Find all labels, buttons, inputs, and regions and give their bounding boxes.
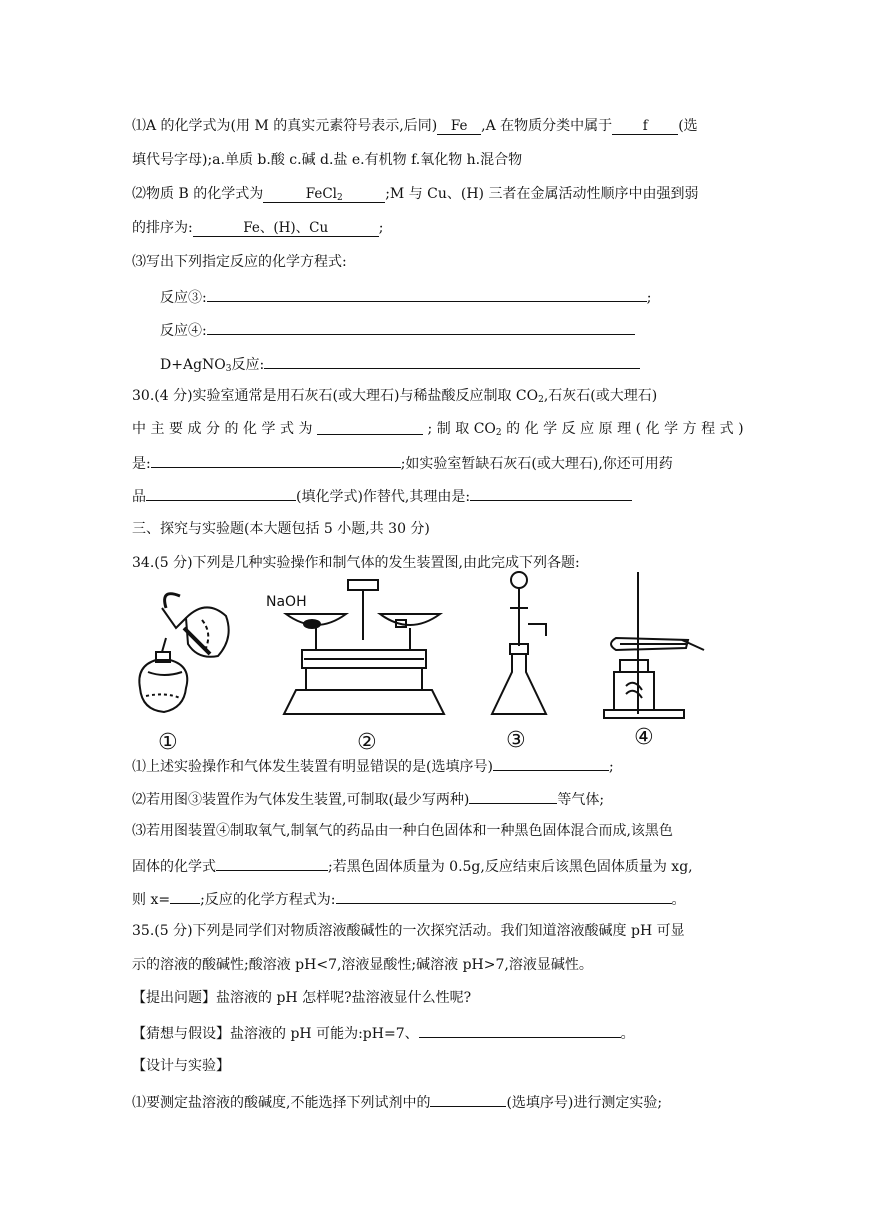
answer-blank[interactable] (207, 319, 635, 335)
question-35-line-1: 35.(5 分)下列是同学们对物质溶液酸碱性的一次探究活动。我们知道溶液酸碱度 pH 可显 (132, 923, 685, 939)
answer-blank[interactable] (493, 755, 609, 771)
apparatus-figure (126, 568, 726, 758)
question-34-part-2: ⑵若用图③装置作为气体发生装置,可制取(最少写两种) 等气体; (132, 788, 744, 808)
answer-blank[interactable] (216, 855, 328, 871)
section-3-heading: 三、探究与实验题(本大题包括 5 小题,共 30 分) (132, 521, 430, 537)
answer-blank[interactable] (170, 888, 200, 904)
balance-illustration (284, 580, 444, 714)
answer-blank[interactable] (207, 286, 647, 302)
question-30-line-1: 30.(4 分)实验室通常是用石灰石(或大理石)与稀盐酸反应制取 $CO_2$,石灰石(或大理石) (132, 388, 658, 405)
figure-label-2: ② (357, 730, 377, 755)
question-2-line-2: 的排序为: Fe、(H)、Cu ; (132, 220, 384, 236)
question-35-line-2: 示的溶液的酸碱性;酸溶液 pH<7,溶液显酸性;碱溶液 pH>7,溶液显碱性。 (132, 957, 593, 973)
question-34-part-3-line-3: 则 x= ;反应的化学方程式为: 。 (132, 888, 744, 908)
answer-blank[interactable] (151, 452, 401, 468)
question-35-problem: 【提出问题】盐溶液的 pH 怎样呢?盐溶液显什么性呢? (132, 990, 472, 1006)
answer-blank[interactable]: Fe、(H)、Cu (193, 221, 379, 237)
question-34-part-1: ⑴上述实验操作和气体发生装置有明显错误的是(选填序号) ; (132, 755, 744, 775)
flask-with-funnel-illustration (492, 572, 546, 714)
question-1-line-2: 填代号字母);a.单质 b.酸 c.碱 d.盐 e.有机物 f.氧化物 h.混合物 (132, 152, 523, 168)
figure-label-1: ① (158, 730, 178, 755)
answer-blank[interactable]: f (612, 119, 678, 135)
answer-blank[interactable]: Fe (437, 119, 481, 135)
answer-blank[interactable] (336, 888, 672, 904)
question-35-hypothesis: 【猜想与假设】盐溶液的 pH 可能为:pH=7、 。 (132, 1022, 744, 1042)
figure-label-3: ③ (506, 728, 526, 753)
question-35-part-1: ⑴要测定盐溶液的酸碱度,不能选择下列试剂中的 (选填序号)进行测定实验; (132, 1091, 744, 1111)
test-tube-heating-illustration (604, 572, 704, 718)
figure-label-4: ④ (634, 725, 654, 750)
reaction-4-line: 反应④: (160, 319, 772, 339)
answer-blank[interactable] (470, 485, 632, 501)
reaction-3-line: 反应③: ; (160, 286, 772, 306)
question-2-line-1: ⑵物质 B 的化学式为 FeCl$_2$ ;M 与 Cu、(H) 三者在金属活动性顺序中由强到弱 (132, 186, 699, 203)
question-34-intro: 34.(5 分)下列是几种实验操作和制气体的发生装置图,由此完成下列各题: (132, 555, 580, 571)
answer-blank[interactable] (146, 485, 296, 501)
question-3-title: ⑶写出下列指定反应的化学方程式: (132, 254, 347, 270)
answer-blank[interactable] (469, 788, 557, 804)
reaction-d-agno3-line: D+AgNO$_3$反应: (160, 353, 772, 373)
answer-blank[interactable]: FeCl$_2$ (263, 187, 385, 203)
question-34-part-3-line-1: ⑶若用图装置④制取氧气,制氧气的药品由一种白色固体和一种黑色固体混合而成,该黑色 (132, 823, 673, 839)
answer-blank[interactable] (430, 1091, 506, 1107)
answer-blank[interactable] (264, 353, 640, 369)
question-30-line-2: 中 主 要 成 分 的 化 学 式 为 ; 制 取 $CO_2$ 的 化 学 反 应 原 理 ( 化 学 方 程 式 ) (132, 421, 744, 438)
answer-blank[interactable] (419, 1022, 621, 1038)
question-30-line-4: 品 (填化学式)作替代,其理由是: (132, 485, 744, 505)
alcohol-lamp-illustration (139, 594, 228, 712)
question-30-line-3: 是: ;如实验室暂缺石灰石(或大理石),你还可用药 (132, 452, 744, 472)
question-1-line-1: ⑴A 的化学式为(用 M 的真实元素符号表示,后同) Fe ,A 在物质分类中属于 f (选 (132, 118, 698, 134)
answer-blank[interactable] (317, 419, 423, 435)
question-34-part-3-line-2: 固体的化学式 ;若黑色固体质量为 0.5g,反应结束后该黑色固体质量为 xg, (132, 855, 744, 875)
naoh-label: NaOH (266, 594, 307, 610)
question-35-design-heading: 【设计与实验】 (132, 1058, 230, 1074)
